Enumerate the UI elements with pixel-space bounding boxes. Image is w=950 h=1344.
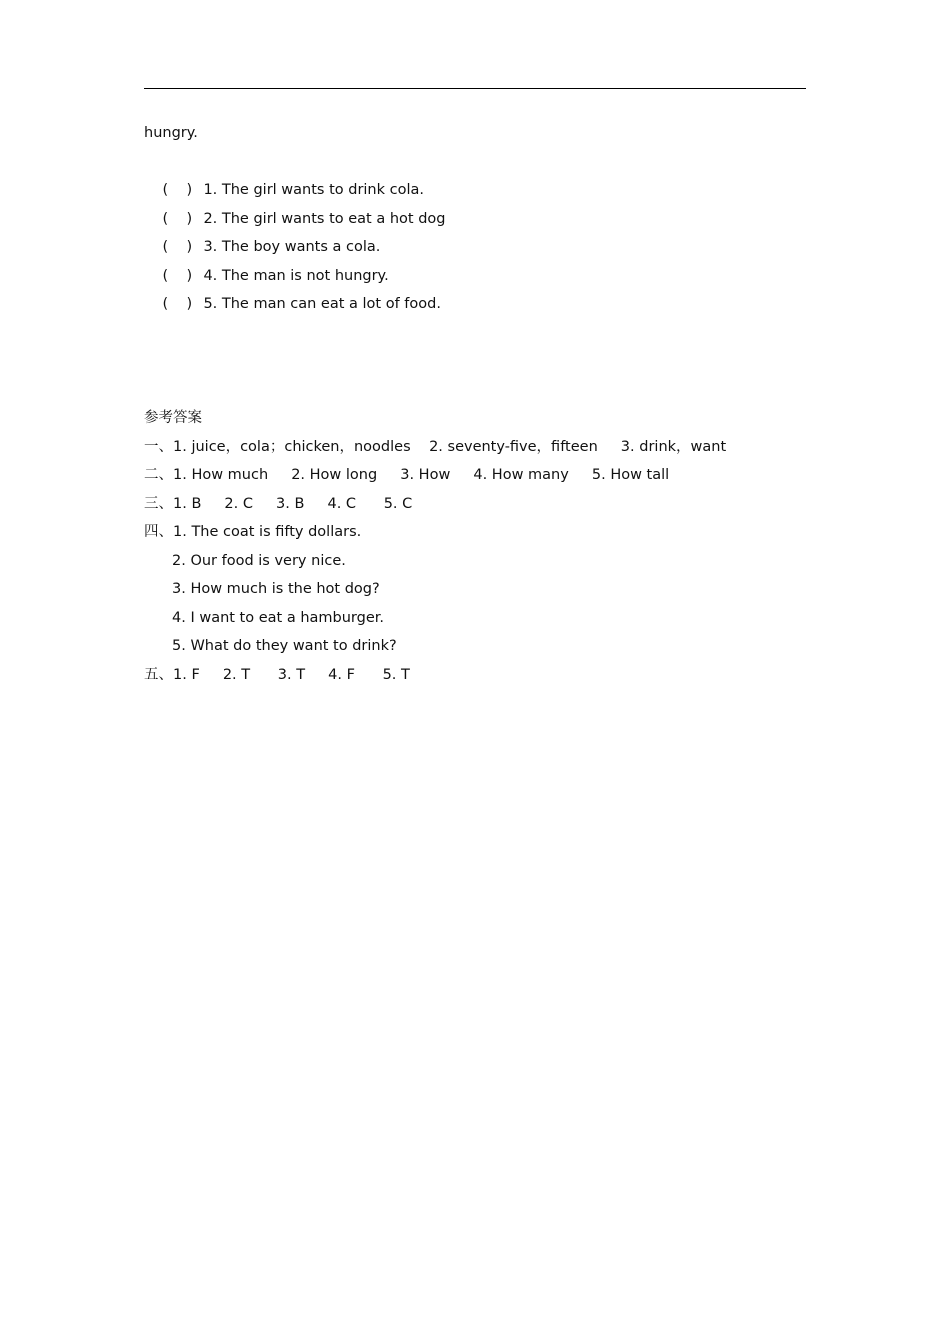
item-text: 4. The man is not hungry. — [203, 267, 389, 284]
answer-blank: ( ) — [162, 267, 193, 284]
item-text: 3. The boy wants a cola. — [203, 239, 381, 255]
answers-section-4-item-3: 3. How much is the hot dog? — [172, 581, 380, 597]
answers-section-5: 五、1. F 2. T 3. T 4. F 5. T — [144, 666, 410, 683]
answers-section-4: 四、1. The coat is fifty dollars. — [144, 524, 362, 540]
item-text: 1. The girl wants to drink cola. — [203, 182, 424, 198]
item-text: 5. The man can eat a lot of food. — [203, 296, 441, 312]
item-text: 2. The girl wants to eat a hot dog — [203, 210, 446, 227]
answers-section-1: 一、1. juice，cola；chicken，noodles 2. seventy-five，fifteen 3. drink，want — [144, 438, 727, 455]
answers-section-4-item-5: 5. What do they want to drink? — [172, 638, 397, 654]
answer-blank: ( ) — [162, 296, 193, 312]
answers-section-4-item-4: 4. I want to eat a hamburger. — [172, 609, 384, 626]
header-rule — [144, 88, 806, 89]
answers-section-4-item-2: 2. Our food is very nice. — [172, 552, 346, 569]
true-false-item-1 — [144, 148, 806, 198]
answer-blank: ( ) — [162, 210, 193, 227]
answers-section-2: 二、1. How much 2. How long 3. How 4. How many 5. How tall — [144, 467, 670, 483]
answers-title: 参考答案 — [144, 410, 202, 426]
continuation-text: hungry. — [144, 125, 198, 141]
answer-blank: ( ) — [162, 182, 193, 198]
answer-blank: ( ) — [162, 239, 193, 255]
answers-section-3: 三、1. B 2. C 3. B 4. C 5. C — [144, 495, 413, 512]
page-content — [144, 119, 806, 689]
